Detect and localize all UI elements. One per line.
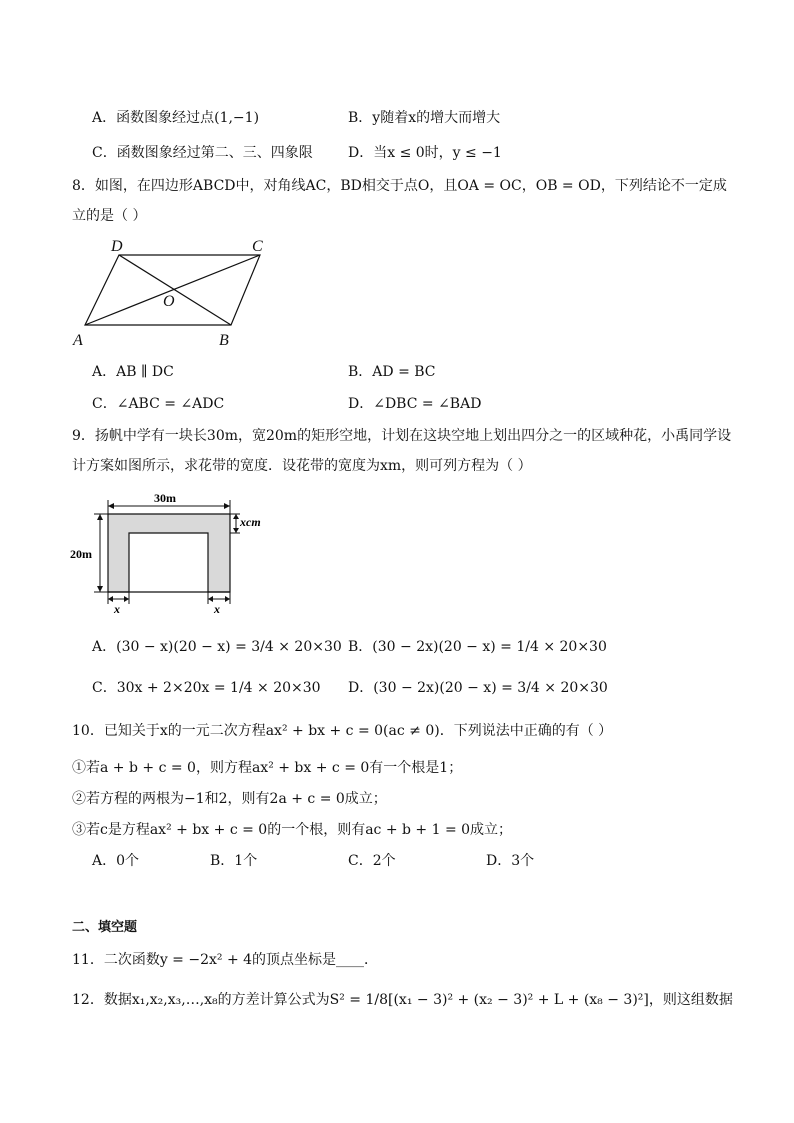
- q7-option-a: A．函数图象经过点(1,−1): [92, 110, 260, 126]
- q7-option-d: D．当x ≤ 0时，y ≤ −1: [348, 145, 502, 161]
- q9-option-c: C．30x + 2×20x = 1/4 × 20×30: [92, 680, 321, 696]
- q7-option-b: B．y随着x的增大而增大: [348, 110, 501, 126]
- q11-stem: 11．二次函数y = −2x² + 4的顶点坐标是____．: [72, 952, 379, 968]
- q8-stem-line1: 8．如图，在四边形ABCD中，对角线AC，BD相交于点O，且OA = OC，OB = OD，下列结论不一定成: [72, 178, 727, 194]
- flower-band: [108, 514, 230, 592]
- q12-stem: 12．数据x₁,x₂,x₃,…,x₈的方差计算公式为S² = 1/8[(x₁ − 3)² + (x₂ − 3)² + L + (x₈ − 3)²]，则这组数据: [72, 992, 733, 1008]
- q7-option-c: C．函数图象经过第二、三、四象限: [92, 145, 313, 161]
- q8-option-a: A．AB ∥ DC: [92, 364, 174, 380]
- section-2-heading: 二、填空题: [72, 920, 138, 935]
- q8-option-b: B．AD = BC: [348, 364, 436, 380]
- q9-flower-bed-figure: [68, 486, 278, 616]
- center-label-o: O: [163, 293, 175, 310]
- q8-option-d: D．∠DBC = ∠BAD: [348, 396, 482, 412]
- vertex-label-b: B: [219, 332, 229, 349]
- q9-option-a: A．(30 − x)(20 − x) = 3/4 × 20×30: [92, 639, 342, 655]
- q10-statement-3: ③若c是方程ax² + bx + c = 0的一个根，则有ac + b + 1 = 0成立；: [72, 822, 513, 838]
- diagonal-ac: [85, 255, 260, 325]
- q8-option-c: C．∠ABC = ∠ADC: [92, 396, 225, 412]
- diagonal-bd: [119, 255, 231, 325]
- q10-stem: 10．已知关于x的一元二次方程ax² + bx + c = 0(ac ≠ 0)．下列说法中正确的有（ ）: [72, 723, 613, 739]
- q8-stem-line2: 立的是（ ）: [72, 208, 147, 224]
- q9-stem-line1: 9．扬帆中学有一块长30m，宽20m的矩形空地，计划在这块空地上划出四分之一的区域种花，小禹同学设: [72, 428, 732, 444]
- q10-statement-2: ②若方程的两根为−1和2，则有2a + c = 0成立；: [72, 791, 387, 807]
- dimension-top-label: 30m: [154, 491, 176, 505]
- dimension-right-label: xcm: [240, 515, 261, 529]
- q9-stem-line2: 计方案如图所示，求花带的宽度．设花带的宽度为xm，则可列方程为（ ）: [72, 458, 532, 474]
- q10-option-d: D．3个: [486, 853, 535, 869]
- dimension-bottom-left-label: x: [114, 602, 120, 616]
- vertex-label-c: C: [252, 238, 263, 255]
- q10-option-b: B．1个: [210, 853, 258, 869]
- vertex-label-d: D: [111, 238, 123, 255]
- q8-parallelogram-figure: [68, 234, 288, 350]
- dimension-bottom-right-label: x: [214, 602, 220, 616]
- q10-statement-1: ①若a + b + c = 0，则方程ax² + bx + c = 0有一个根是1；: [72, 760, 463, 776]
- q9-option-b: B．(30 − 2x)(20 − x) = 1/4 × 20×30: [348, 639, 607, 655]
- dimension-left-label: 20m: [70, 547, 92, 561]
- q10-option-a: A．0个: [92, 853, 140, 869]
- vertex-label-a: A: [73, 332, 83, 349]
- q9-option-d: D．(30 − 2x)(20 − x) = 3/4 × 20×30: [348, 680, 608, 696]
- q10-option-c: C．2个: [348, 853, 396, 869]
